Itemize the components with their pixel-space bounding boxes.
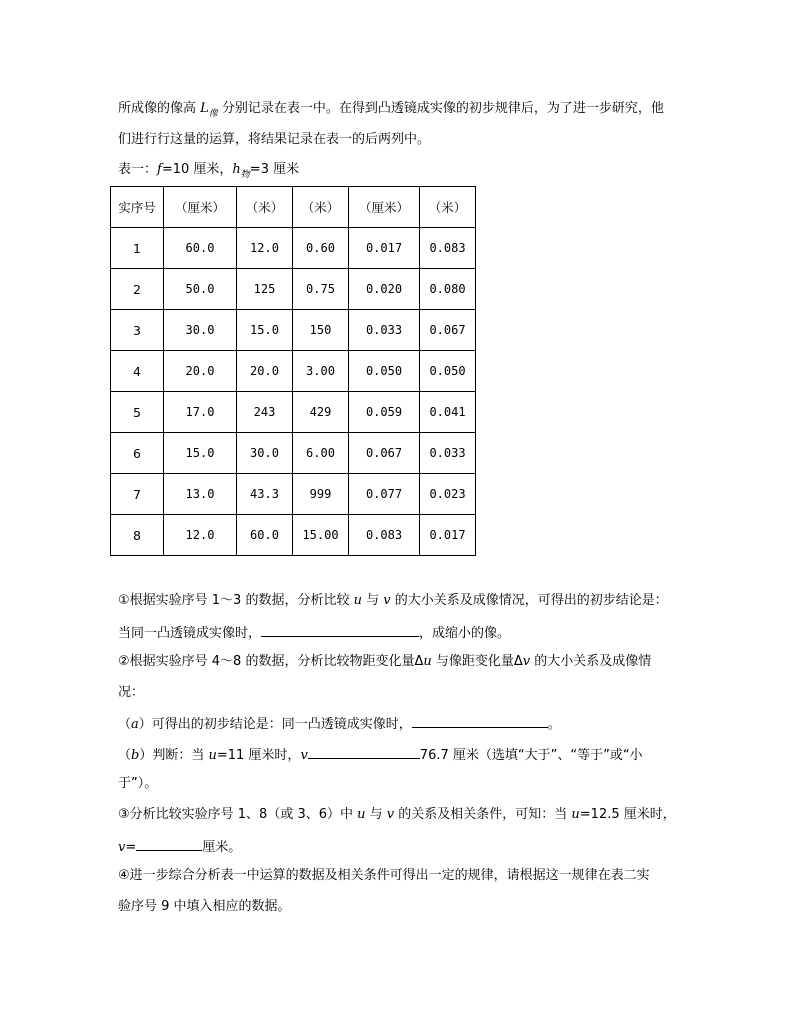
table-cell: 1 [111, 228, 164, 269]
table-row [111, 474, 476, 515]
table-cell: 12.0 [164, 515, 237, 556]
table-cell: 50.0 [164, 269, 237, 310]
table-cell: 3 [111, 310, 164, 351]
table-cell: 2 [111, 269, 164, 310]
table-header-cell: （厘米） [164, 187, 237, 228]
image-height-symbol: L [200, 101, 209, 116]
data-table-1 [110, 186, 476, 556]
table-cell: 0.059 [349, 392, 420, 433]
table-row [111, 351, 476, 392]
question-1: ①根据实验序号 1～3 的数据，分析比较 u 与 v 的大小关系及成像情况，可得出的初步结论是： [118, 593, 668, 608]
table-cell: 0.75 [293, 269, 349, 310]
table-cell: 0.020 [349, 269, 420, 310]
table-cell: 7 [111, 474, 164, 515]
table-cell: 0.050 [349, 351, 420, 392]
question-3: ③分析比较实验序号 1、8（或 3、6）中 u 与 v 的关系及相关条件，可知：当 u=12.5 厘米时， [118, 807, 676, 822]
table-cell: 0.050 [420, 351, 476, 392]
table-row [111, 269, 476, 310]
intro-line-1: 所成像的像高 $L_像$ 分别记录在表一中。在得到凸透镜成实像的初步规律后，为了进一步研究，他 [118, 101, 664, 119]
table-cell: 8 [111, 515, 164, 556]
question-4: ④进一步综合分析表一中运算的数据及相关条件可得出一定的规律，请根据这一规律在表二实 [118, 868, 650, 883]
table-cell: 0.033 [420, 433, 476, 474]
table-cell: 13.0 [164, 474, 237, 515]
table-cell: 0.080 [420, 269, 476, 310]
table-cell: 0.067 [420, 310, 476, 351]
table-cell: 43.3 [237, 474, 293, 515]
table-header-cell: （米） [293, 187, 349, 228]
table-cell: 125 [237, 269, 293, 310]
table-cell: 0.017 [349, 228, 420, 269]
table-cell: 3.00 [293, 351, 349, 392]
answer-blank-q1[interactable] [261, 623, 419, 637]
question-2a: （a）可得出的初步结论是：同一凸透镜成实像时， 。 [118, 714, 561, 734]
table-cell: 20.0 [164, 351, 237, 392]
table-cell: 12.0 [237, 228, 293, 269]
table-row [111, 310, 476, 351]
question-4-line-2: 验序号 9 中填入相应的数据。 [118, 899, 291, 914]
question-2b-line-2: 于”）。 [118, 776, 158, 791]
table-cell: 0.083 [420, 228, 476, 269]
question-2-line-2: 况： [118, 685, 145, 700]
table-header-row [111, 187, 476, 228]
intro-line-2: 们进行行这量的运算，将结果记录在表一的后两列中。 [118, 132, 431, 147]
answer-blank-q2a[interactable] [412, 714, 548, 728]
table-cell: 20.0 [237, 351, 293, 392]
question-3-line-2: v= 厘米。 [118, 837, 241, 857]
table-cell: 999 [293, 474, 349, 515]
question-2: ②根据实验序号 4～8 的数据，分析比较物距变化量Δu 与像距变化量Δv 的大小关系及成像情 [118, 654, 652, 669]
table-cell: 0.077 [349, 474, 420, 515]
table-cell: 15.00 [293, 515, 349, 556]
table-cell: 30.0 [237, 433, 293, 474]
table-cell: 0.033 [349, 310, 420, 351]
table-cell: 0.023 [420, 474, 476, 515]
table-cell: 60.0 [164, 228, 237, 269]
table-cell: 17.0 [164, 392, 237, 433]
table-row [111, 228, 476, 269]
table-cell: 0.017 [420, 515, 476, 556]
table-cell: 15.0 [164, 433, 237, 474]
table-header-cell: （厘米） [349, 187, 420, 228]
table-cell: 4 [111, 351, 164, 392]
table-cell: 6 [111, 433, 164, 474]
table-cell: 150 [293, 310, 349, 351]
table-header-cell: 实序号 [111, 187, 164, 228]
table-header-cell: （米） [237, 187, 293, 228]
table-row [111, 433, 476, 474]
table-header-cell: （米） [420, 187, 476, 228]
table-cell: 0.083 [349, 515, 420, 556]
question-1-line-2: 当同一凸透镜成实像时， ，成缩小的像。 [118, 623, 510, 643]
table-cell: 60.0 [237, 515, 293, 556]
table-cell: 0.067 [349, 433, 420, 474]
table-cell: 243 [237, 392, 293, 433]
table-caption: 表一：f=10 厘米，$h_物=3$ 厘米 [118, 162, 300, 180]
table-cell: 6.00 [293, 433, 349, 474]
question-2b: （b）判断：当 u=11 厘米时，v 76.7 厘米（选填“大于”、“等于”或“小 [118, 745, 643, 765]
table-row [111, 392, 476, 433]
answer-blank-q2b[interactable] [308, 745, 420, 759]
answer-blank-q3[interactable] [136, 837, 202, 851]
table-row [111, 515, 476, 556]
table-cell: 30.0 [164, 310, 237, 351]
table-cell: 0.60 [293, 228, 349, 269]
table-cell: 429 [293, 392, 349, 433]
table-cell: 0.041 [420, 392, 476, 433]
table-cell: 5 [111, 392, 164, 433]
table-cell: 15.0 [237, 310, 293, 351]
